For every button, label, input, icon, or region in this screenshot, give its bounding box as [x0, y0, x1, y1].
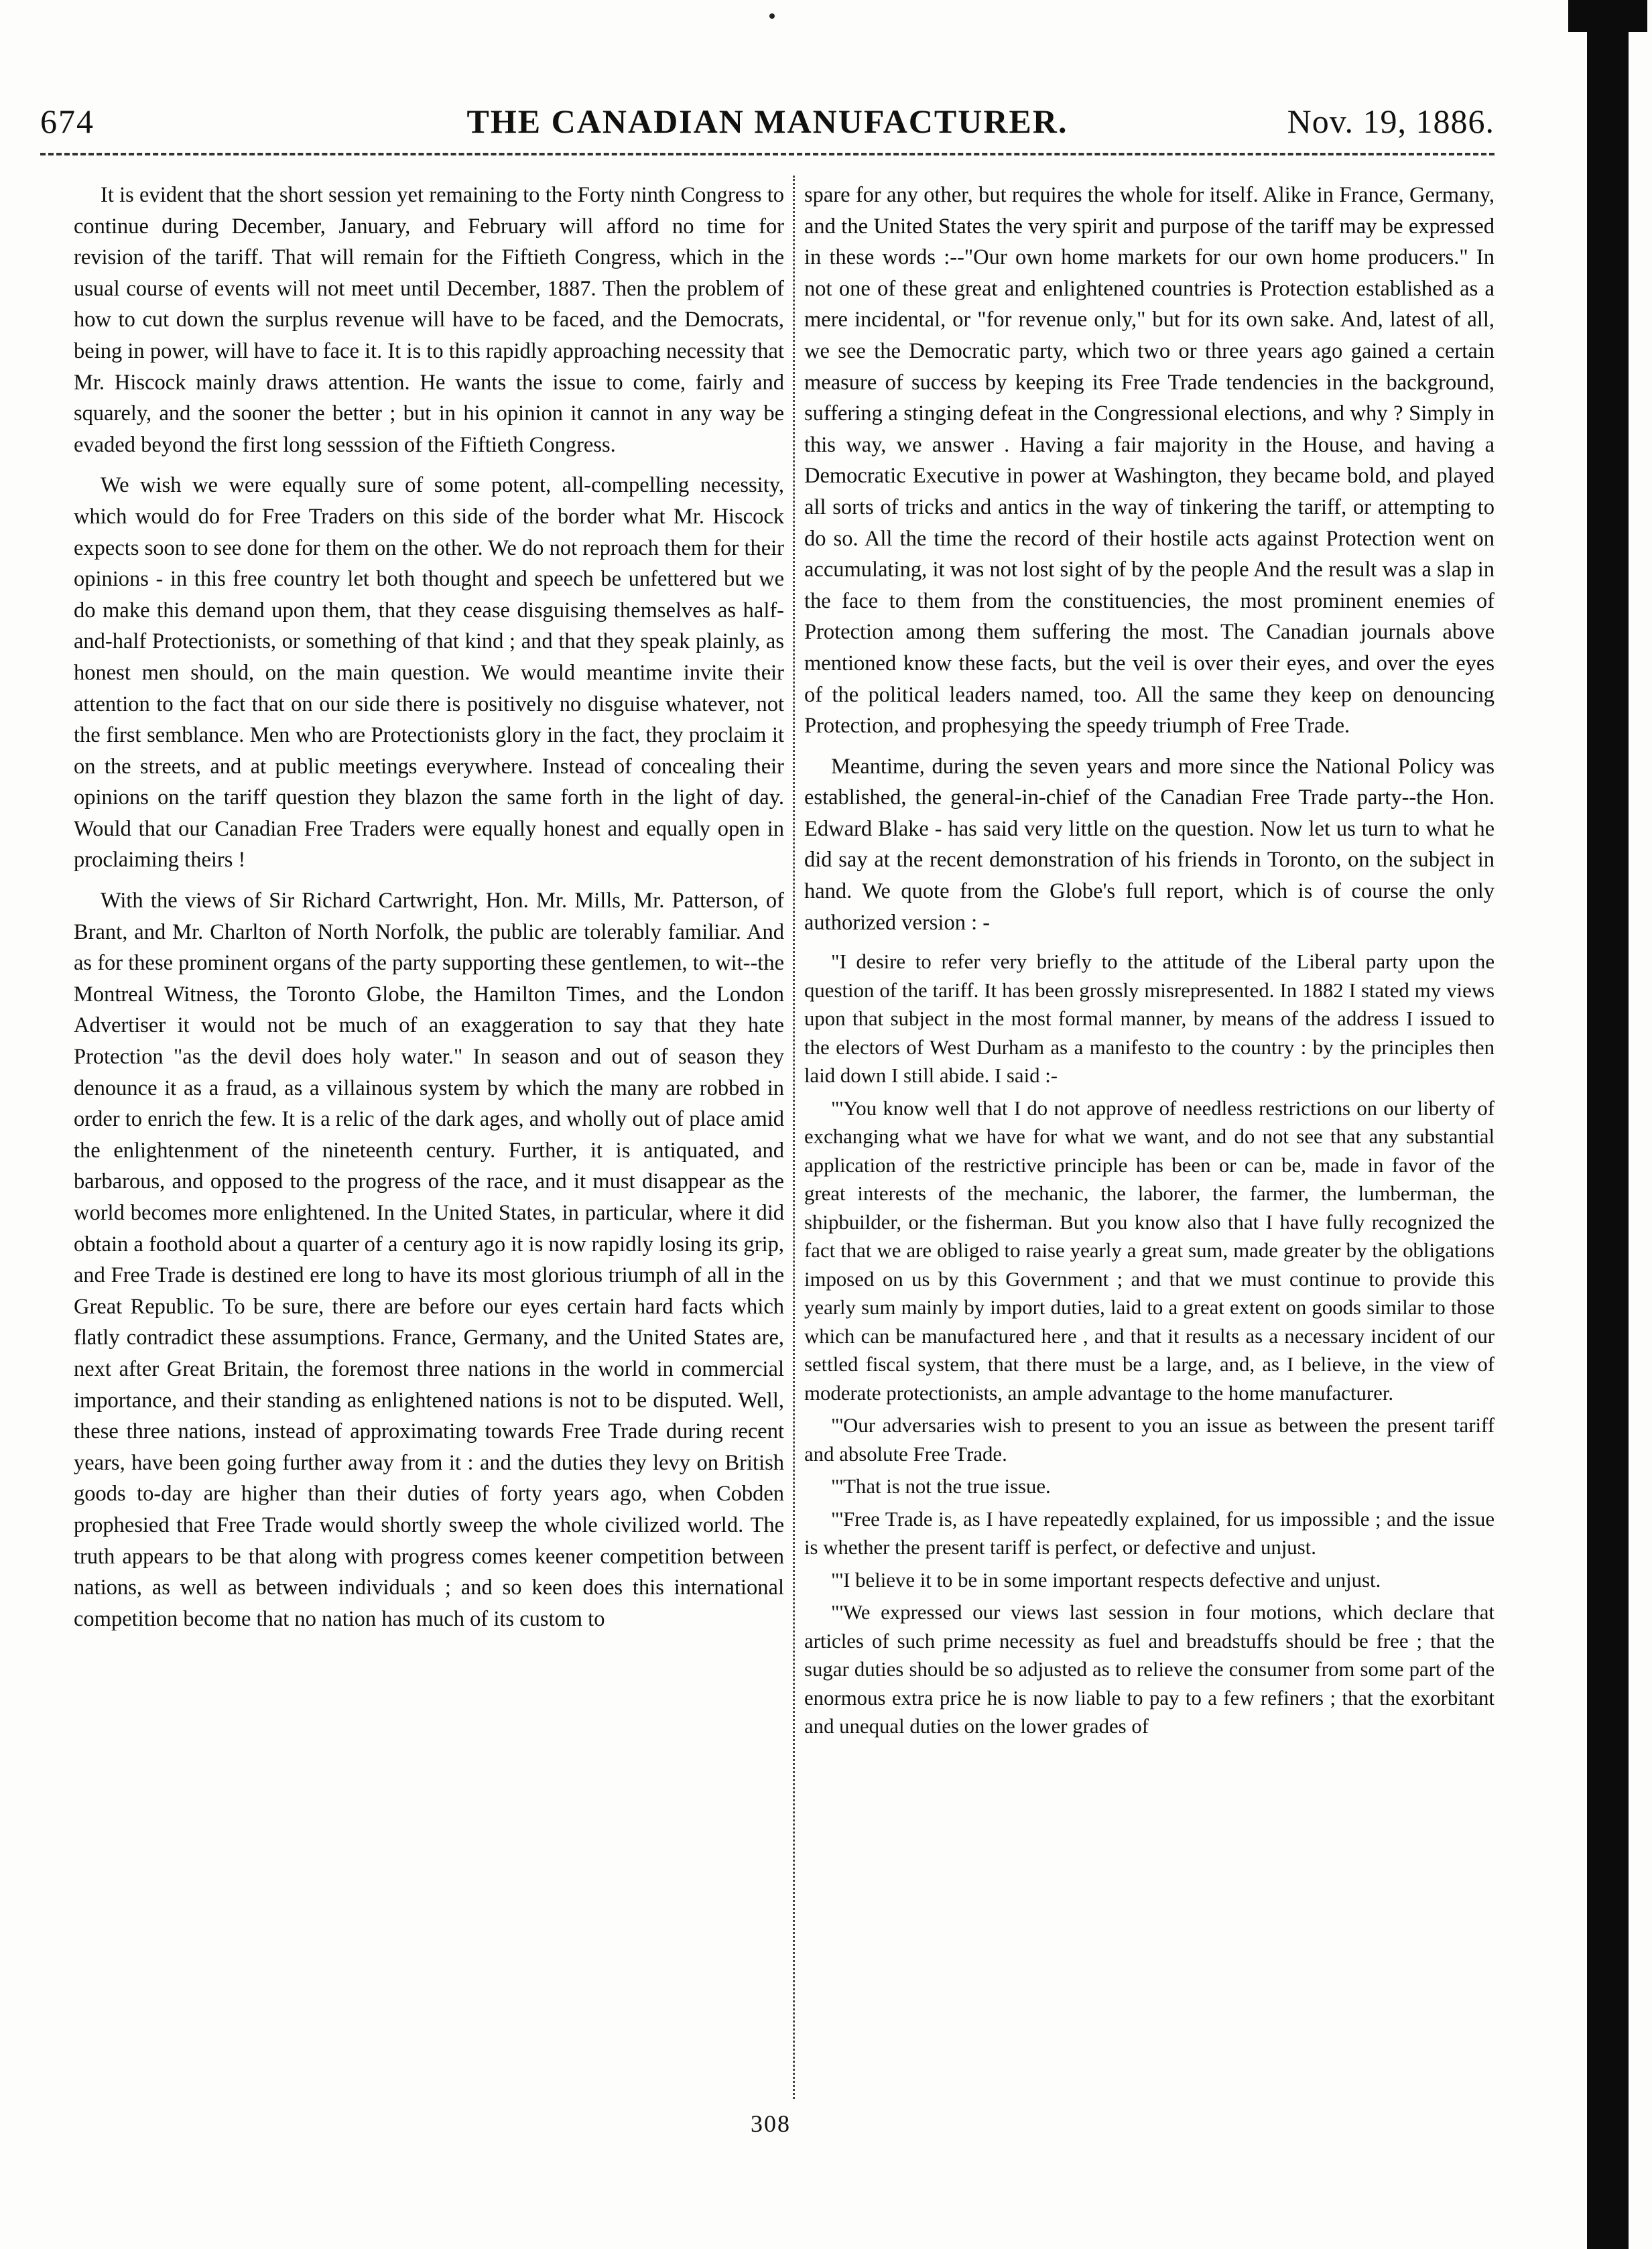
article-paragraph: spare for any other, but requires the whole for itself. Alike in France, Germany, and the United States the very spirit and purpose of the tariff may be expressed in these words :--"Our own home markets for our own home producers." In not one of these great and enlightened countries is Protection established as a mere incidental, or "for revenue only," but for its own sake. And, latest of all, we see the Democratic party, which two or three years ago gained a certain measure of success by keeping its Free Trade tendencies in the background, suffering a stinging defeat in the Congressional elections, and why ? Simply in this way, we answer . Having a fair majority in the House, and having a Democratic Executive in power at Washington, they became bold, and played all sorts of tricks and antics in the way of tinkering the tariff, or attempting to do so. All the time the record of their hostile acts against Protection went on accumulating, it was not lost sight of by the people And the result was a slap in the face to them from the constituencies, the most prominent enemies of Protection among them suffering the most. The Canadian journals above mentioned know these facts, but the veil is over their eyes, and over the eyes of the political leaders named, too. All the same they keep on denouncing Protection, and prophesying the speedy triumph of Free Trade. [804, 183, 1495, 738]
column-divider [793, 176, 795, 2099]
article-paragraph: With the views of Sir Richard Cartwright, Hon. Mr. Mills, Mr. Patterson, of Brant, and Mr. Charlton of North Norfolk, the public are tolerably familiar. And as for these prominent organs of the party supporting these gentlemen, to wit--the Montreal Witness, the Toronto Globe, the Hamilton Times, and the London Advertiser it would not be much of an exaggeration to say that they hate Protection "as the devil does holy water." In season and out of season they denounce it as a fraud, as a villainous system by which the many are robbed in order to enrich the few. It is a relic of the dark ages, and wholly out of place amid the enlightenment of the nineteenth century. Further, it is antiquated, and barbarous, and opposed to the progress of the race, and it must disappear as the world becomes more enlightened. In the United States, in particular, where it did obtain a foothold about a quarter of a century ago it is now rapidly losing its grip, and Free Trade is destined ere long to have its most glorious triumph of all in the Great Republic. To be sure, there are before our eyes certain hard facts which flatly contradict these assumptions. France, Germany, and the United States are, next after Great Britain, the foremost three nations in the world in commercial importance, and their standing as enlightened nations is not to be disputed. Well, these three nations, instead of approximating towards Free Trade during recent years, have been going further away from it : and the duties they levy on British goods to-day are higher than their duties of forty years ago, when Cobden prophesied that Free Trade would shortly sweep the whole civilized world. The truth appears to be that along with progress comes keener competition between nations, as well as between individuals ; and so keen does this international competition become that no nation has much of its custom to [74, 889, 784, 1631]
signature-number: 308 [751, 2110, 791, 2137]
quoted-paragraph: "'You know well that I do not approve of needless restrictions on our liberty of exchanging what we have for what we want, and do not see that any substantial application of the restrictive principle has been or can be, made in favor of the great interests of the mechanic, the laborer, the farmer, the lumberman, the shipbuilder, or the fisherman. But you know also that I have fully recognized the fact that we are obliged to raise yearly a great sum, made greater by the obligations imposed on us by this Government ; and that we must continue to provide this yearly sum mainly by import duties, laid to a great extent on goods similar to those which can be manufactured here , and that it results as a necessary incident of our settled fiscal system, that there must be a large, and, as I believe, in the view of moderate protectionists, an ample advantage to the home manufacturer. [804, 1096, 1495, 1405]
quoted-paragraph: "'I believe it to be in some important respects defective and unjust. [831, 1568, 1381, 1592]
left-column [74, 180, 784, 2096]
binding-edge [1587, 0, 1629, 2249]
quoted-paragraph: "'Our adversaries wish to present to you an issue as between the present tariff and absolute Free Trade. [804, 1414, 1495, 1466]
ink-dot [769, 13, 775, 19]
quoted-paragraph: "'That is not the true issue. [831, 1475, 1051, 1498]
article-paragraph: We wish we were equally sure of some potent, all-compelling necessity, which would do for Free Traders on this side of the border what Mr. Hiscock expects soon to see done for them on the other. We do not reproach them for their opinions - in this free country let both thought and speech be unfettered but we do make this demand upon them, that they cease disguising themselves as half-and-half Protectionists, or something of that kind ; and that they speak plainly, as honest men should, on the main question. We would meantime invite their attention to the fact that on our side there is positively no disguise whatever, not the first semblance. Men who are Protectionists glory in the fact, they proclaim it on the streets, and at public meetings everywhere. Instead of concealing their opinions on the tariff question they blazon the same forth in the light of day. Would that our Canadian Free Traders were equally honest and equally open in proclaiming theirs ! [74, 473, 784, 873]
journal-title: THE CANADIAN MANUFACTURER. [466, 103, 1068, 140]
header-rule [40, 153, 1495, 155]
quoted-paragraph: "I desire to refer very briefly to the attitude of the Liberal party upon the question of the tariff. It has been grossly misrepresented. In 1882 I stated my views upon that subject in the most formal manner, by means of the address I issued to the electors of West Durham as a manifesto to the country : by the principles then laid down I still abide. I said :- [804, 950, 1495, 1088]
page-header [40, 102, 1495, 149]
article-paragraph: Meantime, during the seven years and more since the National Policy was established, the general-in-chief of the Canadian Free Trade party--the Hon. Edward Blake - has said very little on the question. Now let us turn to what he did say at the recent demonstration of his friends in Toronto, on the subject in hand. We quote from the Globe's full report, which is of course the only authorized version : - [804, 754, 1495, 935]
right-column [804, 180, 1495, 2096]
issue-date: Nov. 19, 1886. [1287, 103, 1495, 140]
page-number: 674 [40, 103, 94, 140]
quoted-paragraph: "'Free Trade is, as I have repeatedly explained, for us impossible ; and the issue is whether the present tariff is perfect, or defective and unjust. [804, 1507, 1495, 1559]
article-paragraph: It is evident that the short session yet remaining to the Forty ninth Congress to continue during December, January, and February will afford no time for revision of the tariff. That will remain for the Fiftieth Congress, which in the usual course of events will not meet until December, 1887. Then the problem of how to cut down the surplus revenue will have to be faced, and the Democrats, being in power, will have to face it. It is to this rapidly approaching necessity that Mr. Hiscock mainly draws attention. He wants the issue to come, fairly and squarely, and the sooner the better ; but in his opinion it cannot in any way be evaded beyond the first long sesssion of the Fiftieth Congress. [74, 183, 784, 457]
quoted-paragraph: "'We expressed our views last session in four motions, which declare that articles of such prime necessity as fuel and breadstuffs should be free ; that the sugar duties should be so adjusted as to relieve the consumer from some part of the enormous extra price he is now liable to pay to a few refiners ; that the exorbitant and unequal duties on the lower grades of [804, 1601, 1495, 1738]
